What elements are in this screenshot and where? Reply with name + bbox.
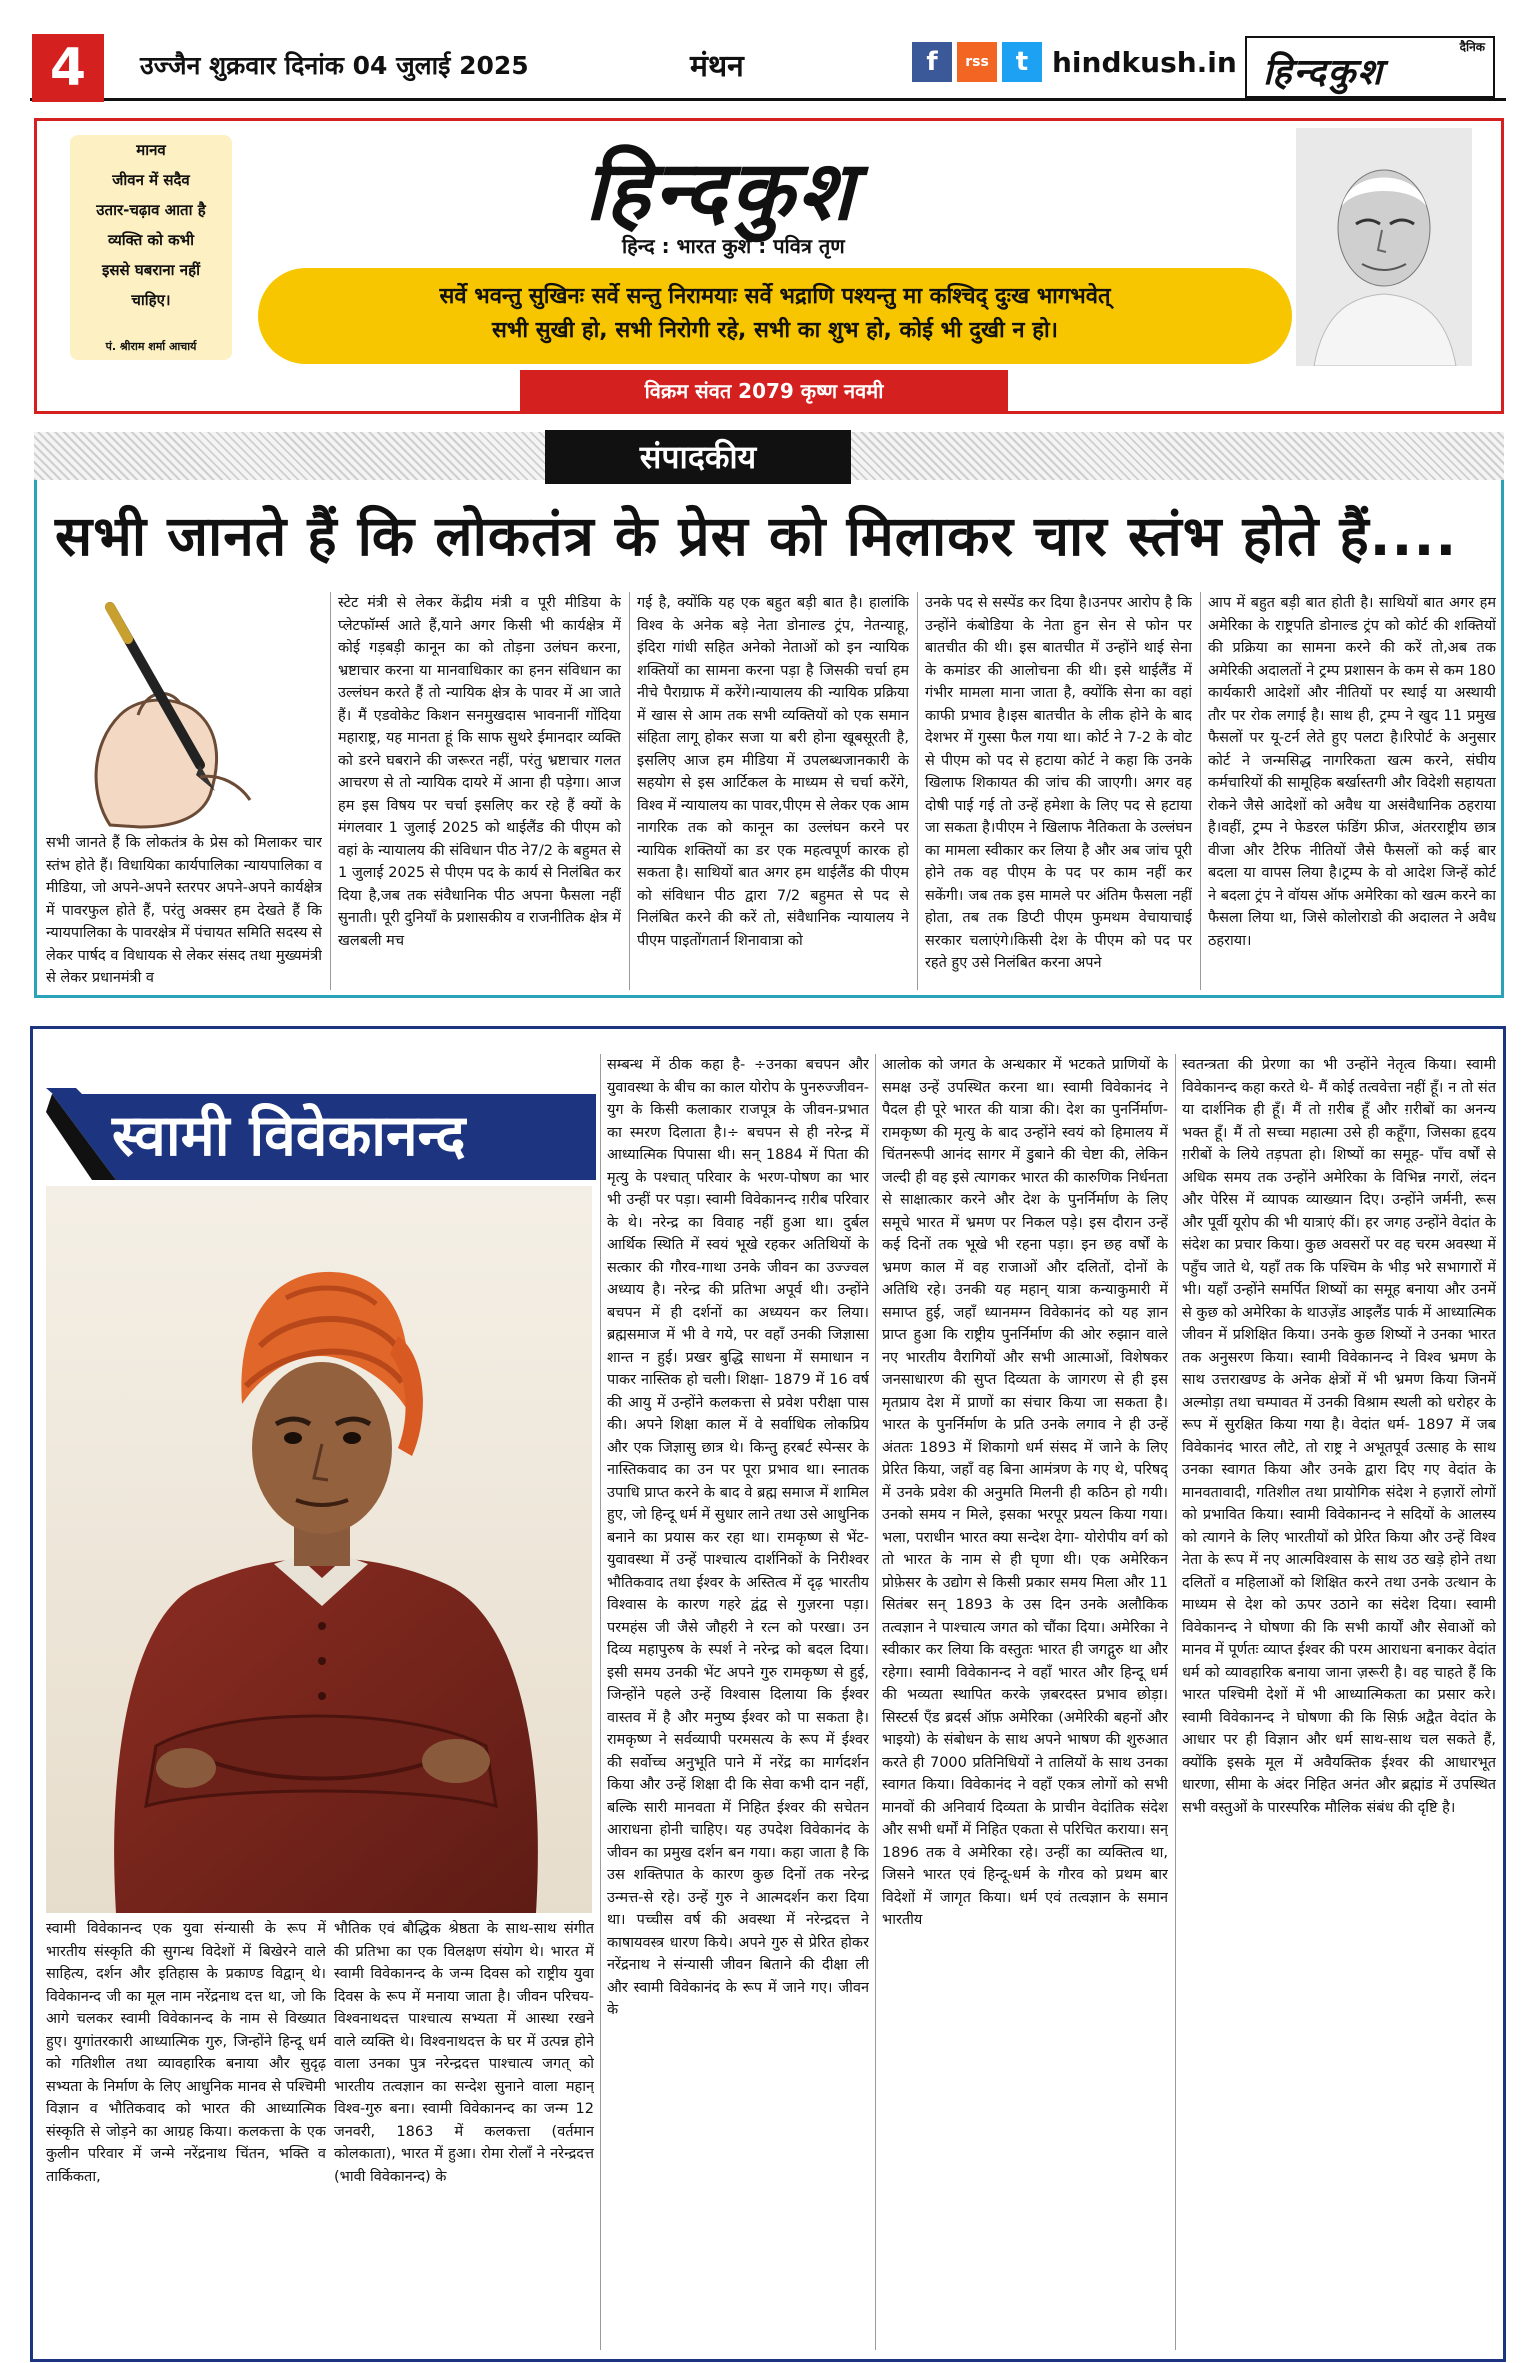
logo-tagline: हिन्द : भारत कुश : पवित्र तृण xyxy=(622,234,845,258)
vivekananda-column-3: सम्बन्ध में ठीक कहा है- ÷उनका बचपन और युवावस्था के बीच का काल योरोप के पुनरुज्जीवन-युग के किसी कलाकार राजपूत्र के जीवन-प्रभात का स्मरण दिलाता है।÷ बचपन से ही नरेन्द्र में आध्यात्मिक पिपासा थी। सन् 1884 में पिता की मृत्यु के पश्चात् परिवार के भरण-पोषण का भार भी उन्हीं पर पड़ा। स्वामी विवेकानन्द ग़रीब परिवार के थे। नरेन्द्र का विवाह नहीं हुआ था। दुर्बल आर्थिक स्थिति में स्वयं भूखे रहकर अतिथियों के सत्कार की गौरव-गाथा उनके जीवन का उज्ज्वल अध्याय है। नरेन्द्र की प्रतिभा अपूर्व थी। उन्होंने बचपन में ही दर्शनों का अध्ययन कर लिया। ब्रह्मसमाज में भी वे गये, पर वहाँ उनकी जिज्ञासा शान्त न हुई। प्रखर बुद्धि साधना में समाधान न पाकर नास्तिक हो चली। शिक्षा- 1879 में 16 वर्ष की आयु में उन्होंने कलकत्ता से प्रवेश परीक्षा पास की। अपने शिक्षा काल में वे सर्वाधिक लोकप्रिय और एक जिज्ञासु छात्र थे। किन्तु हरबर्ट स्पेन्सर के नास्तिकवाद का उन पर पूरा प्रभाव था। स्नातक उपाधि प्राप्त करने के बाद वे ब्रह्म समाज में शामिल हुए, जो हिन्दू धर्म में सुधार लाने तथा उसे आधुनिक बनाने का प्रयास कर रहा था। रामकृष्ण से भेंट- युवावस्था में उन्हें पाश्चात्य दार्शनिकों के निरीश्वर भौतिकवाद तथा ईश्वर के अस्तित्व में दृढ़ भारतीय विश्वास के कारण गहरे द्वंद्व से गुज़रना पड़ा। परमहंस जी जैसे जौहरी ने रत्न को परखा। उन दिव्य महापुरुष के स्पर्श ने नरेन्द्र को बदल दिया। इसी समय उनकी भेंट अपने गुरु रामकृष्ण से हुई, जिन्होंने पहले उन्हें विश्वास दिलाया कि ईश्वर वास्तव में है और मनुष्य ईश्वर को पा सकता है। रामकृष्ण ने सर्वव्यापी परमसत्य के रूप में ईश्वर की सर्वोच्च अनुभूति पाने में नरेंद्र का मार्गदर्शन किया और उन्हें शिक्षा दी कि सेवा कभी दान नहीं, बल्कि सारी मानवता में निहित ईश्वर की सचेतन आराधना होनी चाहिए। यह उपदेश विवेकानंद के जीवन का प्रमुख दर्शन बन गया। कहा जाता है कि उस शक्तिपात के कारण कुछ दिनों तक नरेन्द्र उन्मत्त-से रहे। उन्हें गुरु ने आत्मदर्शन करा दिया था। पच्चीस वर्ष की अवस्था में नरेन्द्रदत्त ने काषायवस्त्र धारण किये। अपने गुरु से प्रेरित होकर नरेंद्रनाथ ने संन्यासी जीवन बिताने की दीक्षा ली और स्वामी विवेकानंद के रूप में जाने गए। जीवन के xyxy=(607,1057,869,2018)
editorial-column-1: सभी जानते हैं कि लोकतंत्र के प्रेस को मिलाकर चार स्तंभ होते हैं। विधायिका कार्यपालिका न्यायपालिका व मीडिया, जो अपने-अपने स्तरपर अपने-अपने कार्यक्षेत्र में पावरफुल होते हैं, परंतु अक्सर हम देखते हैं कि न्यायपालिका के पावरक्षेत्र में पंचायत समिति सदस्य से लेकर पार्षद व विधायक से लेकर संसद तथा मुख्यमंत्री से लेकर प्रधानमंत्री व xyxy=(46,835,322,986)
quote-line: उतार-चढ़ाव आता है xyxy=(96,201,206,219)
editorial-headline: सभी जानते हैं कि लोकतंत्र के प्रेस को मिलाकर चार स्तंभ होते हैं.... xyxy=(55,504,1458,568)
column-rule xyxy=(600,1054,601,2350)
column-rule xyxy=(629,592,630,990)
editorial-column-4: उनके पद से सस्पेंड कर दिया है।उनपर आरोप है कि उन्होंने कंबोडिया के नेता हुन सेन से फोन पर बातचीत की थी। इस बातचीत में उन्होंने थाई सेना के कमांडर की आलोचना की थी। इसे थाईलैंड में गंभीर मामला माना जाता है, क्योंकि सेना का वहां काफी प्रभाव है।इस बातचीत के लीक होने के बाद देशभर में गुस्सा फैल गया था। कोर्ट ने 7-2 के वोट से पीएम को पद से हटाया कोर्ट ने कहा कि उनके खिलाफ शिकायत की जांच की जाएगी। अगर वह दोषी पाई गई तो उन्हें हमेशा के लिए पद से हटाया जा सकता है।पीएम ने खिलाफ नैतिकता के उल्लंघन का मामला स्वीकार कर लिया है और अब जांच पूरी होने तक वह पीएम के पद पर काम नहीं कर सकेंगी। जब तक इस मामले पर अंतिम फैसला नहीं होता, तब तक डिप्टी पीएम फुमथम वेचायाचाई सरकार चलाएंगे।किसी देश के पीएम को पद पर रहते हुए उसे निलंबित करना अपने xyxy=(925,595,1192,971)
vivekananda-portrait xyxy=(46,1186,592,1913)
page-number: 4 xyxy=(32,34,104,102)
column-rule xyxy=(875,1054,876,2350)
column-rule xyxy=(917,592,918,990)
vivekananda-column-5: स्वतन्त्रता की प्रेरणा का भी उन्होंने नेतृत्व किया। स्वामी विवेकानन्द कहा करते थे- मैं कोई तत्ववेत्ता नहीं हूँ। न तो संत या दार्शनिक ही हूँ। मैं तो ग़रीब हूँ और ग़रीबों का अनन्य भक्त हूँ। मैं तो सच्चा महात्मा उसे ही कहूँगा, जिसका हृदय ग़रीबों के लिये तड़पता हो। शिष्यों का समूह- पाँच वर्षों से अधिक समय तक उन्होंने अमेरिका के विभिन्न नगरों, लंदन और पेरिस में व्यापक व्याख्यान दिए। उन्होंने जर्मनी, रूस और पूर्वी यूरोप की भी यात्राएं कीं। हर जगह उन्होंने वेदांत के संदेश का प्रचार किया। कुछ अवसरों पर वह चरम अवस्था में पहुँच जाते थे, यहाँ तक कि पश्चिम के भीड़ भरे सभागारों में भी। यहाँ उन्होंने समर्पित शिष्यों का समूह बनाया और उनमें से कुछ को अमेरिका के थाउज़ेंड आइलैंड पार्क में आध्यात्मिक जीवन में प्रशिक्षित किया। उनके कुछ शिष्यों ने उनका भारत तक अनुसरण किया। स्वामी विवेकानन्द ने विश्व भ्रमण के साथ उत्तराखण्ड के अनेक क्षेत्रों में भी भ्रमण किया जिनमें अल्मोड़ा तथा चम्पावत में उनकी विश्राम स्थली को धरोहर के रूप में सुरक्षित किया गया है। वेदांत धर्म- 1897 में जब विवेकानंद भारत लौटे, तो राष्ट्र ने अभूतपूर्व उत्साह के साथ उनका स्वागत किया और उनके द्वारा दिए गए वेदांत के मानवतावादी, गतिशील तथा प्रायोगिक संदेश ने हज़ारों लोगों को प्रभावित किया। स्वामी विवेकानन्द ने सदियों के आलस्य को त्यागने के लिए भारतीयों को प्रेरित किया और उन्हें विश्व नेता के रूप में नए आत्मविश्वास के साथ उठ खड़े होने तथा दलितों व महिलाओं को शिक्षित करने तथा उनके उत्थान के माध्यम से देश को ऊपर उठाने का संदेश दिया। स्वामी विवेकानन्द ने घोषणा की कि सभी कार्यों और सेवाओं को मानव में पूर्णतः व्याप्त ईश्वर की परम आराधना बनाकर वेदांत धर्म को व्यावहारिक बनाया जाना ज़रूरी है। वह चाहते हैं कि भारत पश्चिमी देशों में भी आध्यात्मिकता का प्रसार करे। स्वामी विवेकानन्द ने घोषणा की कि सिर्फ़ अद्वैत वेदांत के आधार पर ही विज्ञान और धर्म साथ-साथ चल सकते हैं, क्योंकि इसके मूल में अवैयक्तिक ईश्वर की आधारभूत धारणा, सीमा के अंदर निहित अनंत और ब्रह्मांड में उपस्थित सभी वस्तुओं के पारस्परिक मौलिक संबंध की दृष्टि है। xyxy=(1182,1057,1496,1816)
pen-hand-illustration xyxy=(50,595,290,835)
editorial-column-3: गई है, क्योंकि यह एक बहुत बड़ी बात है। हालांकि विश्व के अनेक बड़े नेता डोनाल्ड ट्रंप, नेतन्याहू, इंदिरा गांधी सहित अनेको नेताओं को इन न्यायिक शक्तियों का सामना करना पड़ा है जिसकी चर्चा हम नीचे पैराग्राफ में करेंगे।न्यायालय की न्यायिक प्रक्रिया में खास से आम तक सभी व्यक्तियों को एक समान संहिता लागू होकर सजा या बरी होना खूबसूरती है, इसलिए आज हम मीडिया में उपलब्धजानकारी के सहयोग से इस आर्टिकल के माध्यम से चर्चा करेंगे, विश्व में न्यायालय का पावर,पीएम से लेकर एक आम नागरिक तक को कानून का उल्लंघन करने पर न्यायिक शक्तियों का डर एक महत्वपूर्ण कारक हो सकता है। साथियों बात अगर हम थाईलैंड की पीएम को संविधान पीठ द्वारा 7/2 बहुमत से पद से निलंबित करने की करें तो, संवैधानिक न्यायालय ने पीएम पाइतोंगतार्न शिनावात्रा को xyxy=(637,595,909,949)
quote-line: जीवन में सदैव xyxy=(112,171,190,189)
quote-box xyxy=(70,135,232,360)
shloka-banner xyxy=(258,268,1292,364)
editorial-label: संपादकीय xyxy=(545,430,851,484)
newspaper-logo: हिन्दकुश xyxy=(585,143,858,239)
quote-line: इससे घबराना नहीं xyxy=(102,261,200,279)
site-link[interactable]: hindkush.in xyxy=(1052,46,1237,79)
quote-author: पं. श्रीराम शर्मा आचार्य xyxy=(105,340,197,353)
mini-logo xyxy=(1245,36,1495,98)
mini-logo-name: हिन्दकुश xyxy=(1263,51,1384,93)
vivekananda-column-2: भौतिक एवं बौद्धिक श्रेष्ठता के साथ-साथ संगीत की प्रतिभा का एक विलक्षण संयोग थे। भारत में स्वामी विवेकानन्द के जन्म दिवस को राष्ट्रीय युवा दिवस के रूप में मनाया जाता है। जीवन परिचय- विश्वनाथदत्त पाश्चात्य सभ्यता में आस्था रखने वाले व्यक्ति थे। विश्वनाथदत्त के घर में उत्पन्न होने वाला उनका पुत्र नरेन्द्रदत्त पाश्चात्य जगत् को भारतीय तत्वज्ञान का सन्देश सुनाने वाला महान् विश्व-गुरु बना। स्वामी विवेकानन्द का जन्म 12 जनवरी, 1863 में कलकत्ता (वर्तमान कोलकाता), भारत में हुआ। रोमा रोलाँ ने नरेन्द्रदत्त (भावी विवेकानन्द) के xyxy=(334,1921,594,2185)
facebook-icon[interactable]: f xyxy=(912,42,952,82)
shloka-sanskrit: सर्वे भवन्तु सुखिनः सर्वे सन्तु निरामयाः सर्वे भद्राणि पश्यन्तु मा कश्चिद् दुःख भागभवेत् xyxy=(439,284,1111,309)
section-name: मंथन xyxy=(690,49,744,84)
twitter-icon[interactable]: t xyxy=(1002,42,1042,82)
quote-line: व्यक्ति को कभी xyxy=(107,231,195,249)
vivekananda-column-4: आलोक को जगत के अन्धकार में भटकते प्राणियों के समक्ष उन्हें उपस्थित करना था। स्वामी विवेकानंद ने पैदल ही पूरे भारत की यात्रा की। देश का पुनर्निर्माण- रामकृष्ण की मृत्यु के बाद उन्होंने स्वयं को हिमालय में चिंतनरूपी आनंद सागर में डुबाने की चेष्टा की, लेकिन जल्दी ही वह इसे त्यागकर भारत की कारुणिक निर्धनता से साक्षात्कार करने और देश के पुनर्निर्माण के लिए समूचे भारत में भ्रमण पर निकल पड़े। इस दौरान उन्हें कई दिनों तक भूखे भी रहना पड़ा। इन छह वर्षों के भ्रमण काल में वह राजाओं और दलितों, दोनों के अतिथि रहे। उनकी यह महान् यात्रा कन्याकुमारी में समाप्त हुई, जहाँ ध्यानमग्न विवेकानंद को यह ज्ञान प्राप्त हुआ कि राष्ट्रीय पुनर्निर्माण की ओर रुझान वाले नए भारतीय वैरागियों और सभी आत्माओं, विशेषकर जनसाधारण की सुप्त दिव्यता के जागरण से ही इस मृतप्राय देश में प्राणों का संचार किया जा सकता है। भारत के पुनर्निर्माण के प्रति उनके लगाव ने ही उन्हें अंततः 1893 में शिकागो धर्म संसद में जाने के लिए प्रेरित किया, जहाँ वह बिना आमंत्रण के गए थे, परिषद् में उनके प्रवेश की अनुमति मिलनी ही कठिन हो गयी। उनको समय न मिले, इसका भरपूर प्रयत्न किया गया। भला, पराधीन भारत क्या सन्देश देगा- योरोपीय वर्ग को तो भारत के नाम से ही घृणा थी। एक अमेरिकन प्रोफ़ेसर के उद्योग से किसी प्रकार समय मिला और 11 सितंबर सन् 1893 के उस दिन उनके अलौकिक तत्वज्ञान ने पाश्चात्य जगत को चौंका दिया। अमेरिका ने स्वीकार कर लिया कि वस्तुतः भारत ही जगद्गुरु था और रहेगा। स्वामी विवेकानन्द ने वहाँ भारत और हिन्दू धर्म की भव्यता स्थापित करके ज़बरदस्त प्रभाव छोड़ा। सिस्टर्स ऍंड ब्रदर्स ऑफ़ अमेरिका (अमेरिकी बहनों और भाइयो) के संबोधन के साथ अपने भाषण की शुरुआत करते ही 7000 प्रतिनिधियों ने तालियों के साथ उनका स्वागत किया। विवेकानंद ने वहाँ एकत्र लोगों को सभी मानवों की अनिवार्य दिव्यता के प्राचीन वेदांतिक संदेश और सभी धर्मों में निहित एकता से परिचित कराया। सन् 1896 तक वे अमेरिका रहे। उन्हीं का व्यक्तित्व था, जिसने भारत एवं हिन्दू-धर्म के गौरव को प्रथम बार विदेशों में जागृत किया। धर्म एवं तत्वज्ञान के समान भारतीय xyxy=(882,1057,1168,1928)
mini-logo-tag: दैनिक xyxy=(1459,40,1485,54)
vivekananda-column-1: स्वामी विवेकानन्द एक युवा संन्यासी के रूप में भारतीय संस्कृति की सुगन्ध विदेशों में बिखेरने वाले साहित्य, दर्शन और इतिहास के प्रकाण्ड विद्वान् थे। विवेकानन्द जी का मूल नाम नरेंद्रनाथ दत्त था, जो कि आगे चलकर स्वामी विवेकानन्द के नाम से विख्यात हुए। युगांतरकारी आध्यात्मिक गुरु, जिन्होंने हिन्दू धर्म को गतिशील तथा व्यावहारिक बनाया और सुदृढ़ सभ्यता के निर्माण के लिए आधुनिक मानव से पश्चिमी विज्ञान व भौतिकवाद को भारत की आध्यात्मिक संस्कृति से जोड़ने का आग्रह किया। कलकत्ता के एक कुलीन परिवार में जन्मे नरेंद्रनाथ चिंतन, भक्ति व तार्किकता, xyxy=(46,1921,326,2185)
founder-portrait xyxy=(1296,128,1472,366)
editorial-column-5: आप में बहुत बड़ी बात होती है। साथियों बात अगर हम अमेरिका के राष्ट्रपति डोनाल्ड ट्रंप को कोर्ट की शक्तियों की प्रक्रिया का सामना करने की करें तो,अब तक अमेरिकी अदालतों ने ट्रम्प प्रशासन के कम से कम 180 कार्यकारी आदेशों और नीतियों पर स्थाई या अस्थायी तौर पर रोक लगाई है। साथ ही, ट्रम्प ने खुद 11 प्रमुख फैसलों पर यू-टर्न लेते हुए पलटा है।रिपोर्ट के अनुसार कोर्ट ने जन्मसिद्ध नागरिकता खत्म करने, संघीय कर्मचारियों की सामूहिक बर्खास्तगी और विदेशी सहायता रोकने जैसे आदेशों को अवैध या असंवैधानिक ठहराया है।वहीं, ट्रम्प ने फेडरल फंडिंग फ्रीज, अंतरराष्ट्रीय छात्र वीजा और टैरिफ नीतियों जैसे फैसलों को कई बार बदला या वापस लिया है।ट्रम्प के वो आदेश जिन्हें कोर्ट ने बदला ट्रंप ने वॉयस ऑफ अमेरिका को खत्म करने का फैसला लिया था, जिसे कोलोराडो की अदालत ने अवैध ठहराया। xyxy=(1208,595,1496,949)
dateline: उज्जैन शुक्रवार दिनांक 04 जुलाई 2025 xyxy=(140,51,529,80)
vikram-samvat: विक्रम संवत 2079 कृष्ण नवमी xyxy=(520,370,1008,412)
shloka-hindi: सभी सुखी हो, सभी निरोगी रहे, सभी का शुभ हो, कोई भी दुखी न हो। xyxy=(492,318,1058,343)
rss-icon[interactable]: rss xyxy=(957,42,997,82)
column-rule xyxy=(1175,1054,1176,2350)
quote-line: चाहिए। xyxy=(131,291,171,309)
column-rule xyxy=(1200,592,1201,990)
vivekananda-title: स्वामी विवेकानन्द xyxy=(112,1103,466,1169)
column-rule xyxy=(330,592,331,990)
quote-line: मानव xyxy=(136,141,166,159)
editorial-column-2: स्टेट मंत्री से लेकर केंद्रीय मंत्री व पूरी मीडिया के प्लेटफॉर्म्स आते हैं,याने अगर किसी भी कार्यक्षेत्र में कोई गड़बड़ी कानून का को तोड़ना उलंघन करना, भ्रष्टाचार करना या मानवाधिकार का हनन संविधान का उल्लंघन करते हैं तो न्यायिक क्षेत्र के पावर में आ जाते हैं। मैं एडवोकेट किशन सनमुखदास भावनानीं गोंदिया महाराष्ट्र, यह मानता हूं कि साफ सुथरे ईमानदार व्यक्ति को डरने घबराने की जरूरत नहीं, परंतु भ्रष्टाचार गलत आचरण से तो न्यायिक दायरे में आना ही पड़ेगा। आज हम इस विषय पर चर्चा इसलिए कर रहे हैं क्यों के मंगलवार 1 जुलाई 2025 को थाईलैंड की पीएम को वहां के न्यायालय की संविधान पीठ ने7/2 के बहुमत से 1 जुलाई 2025 से पीएम पद के कार्य से निलंबित कर दिया है,जब तक संवैधानिक पीठ अपना फैसला नहीं सुनाती। पूरी दुनियाँ के प्रशासकीय व राजनीतिक क्षेत्र में खलबली मच xyxy=(338,595,621,949)
